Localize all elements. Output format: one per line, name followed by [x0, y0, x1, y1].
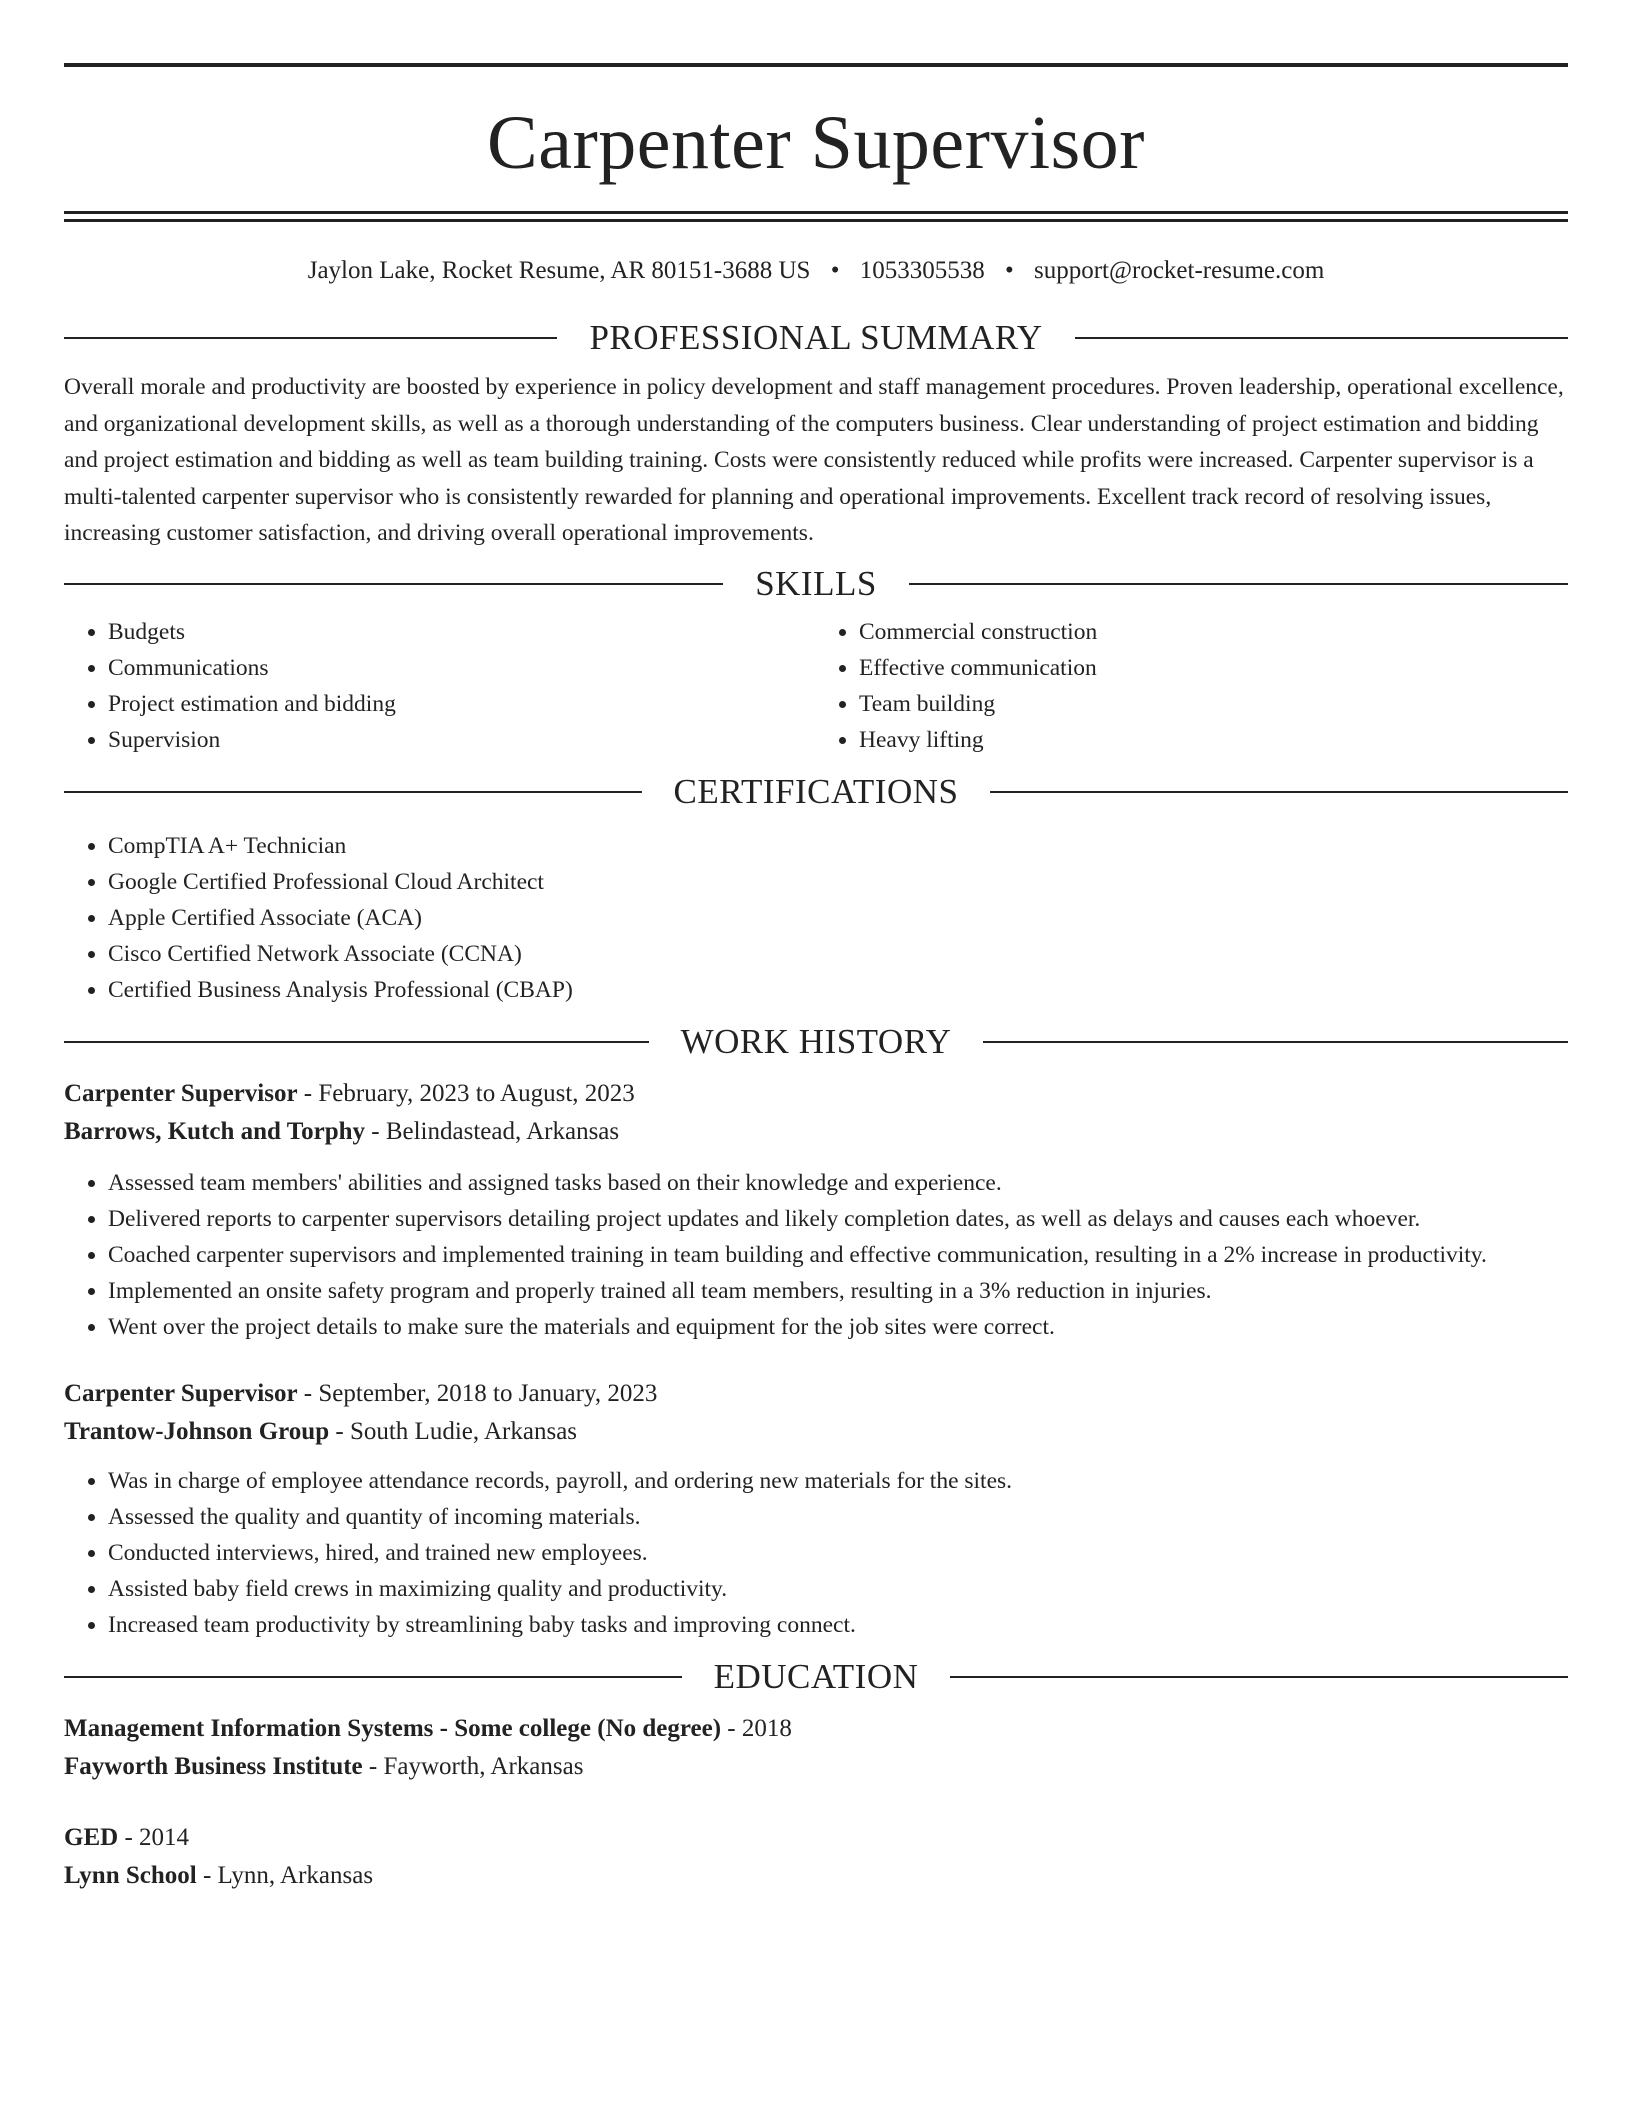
education-school-line	[64, 1748, 1568, 1786]
skill-item: • Budgets	[108, 614, 817, 650]
skill-item: • Communications	[108, 650, 817, 686]
heading-rule-left	[64, 583, 723, 585]
job-bullets	[64, 1463, 1568, 1643]
education-degree: GED	[64, 1823, 119, 1851]
job-role: Carpenter Supervisor	[64, 1379, 298, 1407]
heading-rule-right	[983, 1041, 1568, 1043]
contact-line	[64, 255, 1568, 287]
job-bullet: • Implemented an onsite safety program and properly trained all team members, resulting in a 3% reduction in injuries.	[108, 1273, 1568, 1309]
job-bullet: • Was in charge of employee attendance records, payroll, and ordering new materials for the sites.	[108, 1463, 1568, 1499]
job-company: Trantow-Johnson Group	[64, 1417, 330, 1445]
heading-rule-left	[64, 1041, 649, 1043]
heading-rule-right	[1075, 337, 1568, 339]
skill-item: • Supervision	[108, 722, 817, 758]
heading-rule-left	[64, 1676, 682, 1678]
job-company-line	[64, 1113, 1568, 1151]
skills-grid	[64, 614, 1568, 758]
summary-section-heading	[64, 318, 1568, 358]
job-bullets	[64, 1165, 1568, 1345]
header-double-rule	[64, 211, 1568, 222]
heading-rule-right	[950, 1676, 1568, 1678]
job-entry	[64, 1075, 1568, 1345]
job-bullet: • Increased team productivity by streamlining baby tasks and improving connect.	[108, 1607, 1568, 1643]
job-dates: - February, 2023 to August, 2023	[297, 1079, 635, 1107]
work-title: WORK HISTORY	[680, 1021, 952, 1061]
job-bullet: • Went over the project details to make sure the materials and equipment for the job sites were correct.	[108, 1309, 1568, 1345]
education-location: - Lynn, Arkansas	[196, 1861, 374, 1889]
education-entry	[64, 1710, 1568, 1786]
certification-item: • Apple Certified Associate (ACA)	[108, 900, 1568, 936]
job-title-line	[64, 1075, 1568, 1113]
skill-item: • Heavy lifting	[859, 722, 1568, 758]
skill-item: • Effective communication	[859, 650, 1568, 686]
skills-list-right	[817, 614, 1568, 758]
header-top-rule	[64, 63, 1568, 67]
job-bullet: • Assessed the quality and quantity of incoming materials.	[108, 1499, 1568, 1535]
heading-rule-left	[64, 791, 642, 793]
contact-email[interactable]: support@rocket-resume.com	[1033, 257, 1325, 284]
education-location: - Fayworth, Arkansas	[362, 1752, 584, 1780]
heading-rule-right	[990, 791, 1568, 793]
education-school: Lynn School	[64, 1861, 197, 1889]
skills-title: SKILLS	[755, 563, 877, 603]
education-entry	[64, 1819, 1568, 1895]
education-degree-line	[64, 1710, 1568, 1748]
skill-item: • Project estimation and bidding	[108, 686, 817, 722]
certifications-title: CERTIFICATIONS	[673, 771, 959, 811]
skills-section-heading	[64, 564, 1568, 604]
education-degree-line	[64, 1819, 1568, 1857]
certification-item: • Google Certified Professional Cloud Architect	[108, 864, 1568, 900]
job-entry	[64, 1375, 1568, 1643]
education-year: - 2018	[721, 1714, 792, 1742]
education-degree: Management Information Systems - Some college (No degree)	[64, 1714, 722, 1742]
job-title-line	[64, 1375, 1568, 1413]
education-school: Fayworth Business Institute	[64, 1752, 363, 1780]
job-bullet: • Delivered reports to carpenter supervisors detailing project updates and likely completion dates, as well as delays and causes each whoever.	[108, 1201, 1568, 1237]
summary-title: PROFESSIONAL SUMMARY	[589, 318, 1043, 357]
contact-separator: •	[1004, 257, 1014, 284]
job-bullet: • Assisted baby field crews in maximizing quality and productivity.	[108, 1571, 1568, 1607]
contact-separator: •	[830, 257, 840, 284]
certifications-list	[64, 828, 1568, 1008]
heading-rule-right	[909, 583, 1568, 585]
job-bullet: • Coached carpenter supervisors and implemented training in team building and effective communication, resulting in a 2% increase in productivity.	[108, 1237, 1568, 1273]
education-school-line	[64, 1857, 1568, 1895]
job-bullet: • Conducted interviews, hired, and trained new employees.	[108, 1535, 1568, 1571]
education-section-heading	[64, 1657, 1568, 1697]
education-year: - 2014	[118, 1823, 190, 1851]
work-section-heading	[64, 1022, 1568, 1062]
certification-item: • Certified Business Analysis Professional (CBAP)	[108, 972, 1568, 1008]
resume-name-heading: Carpenter Supervisor	[487, 101, 1145, 185]
heading-rule-left	[64, 337, 557, 339]
certifications-section-heading	[64, 772, 1568, 812]
job-company: Barrows, Kutch and Torphy	[64, 1117, 366, 1145]
certification-item: • Cisco Certified Network Associate (CCNA)	[108, 936, 1568, 972]
skills-list-left	[64, 614, 817, 758]
skill-item: • Commercial construction	[859, 614, 1568, 650]
contact-phone: 1053305538	[859, 257, 985, 284]
certification-item: • CompTIA A+ Technician	[108, 828, 1568, 864]
job-location: - Belindastead, Arkansas	[365, 1117, 620, 1145]
contact-address: Jaylon Lake, Rocket Resume, AR 80151-3688 US	[307, 257, 811, 284]
job-company-line	[64, 1413, 1568, 1451]
job-dates: - September, 2018 to January, 2023	[297, 1379, 658, 1407]
job-location: - South Ludie, Arkansas	[329, 1417, 578, 1445]
job-bullet: • Assessed team members' abilities and assigned tasks based on their knowledge and experience.	[108, 1165, 1568, 1201]
summary-text: Overall morale and productivity are boosted by experience in policy development and staff management procedures. Proven leadership, operational excellence, and organizational development skills, as well as a thorough understanding of the computers business. Clear understanding of project estimation and bidding and project estimation and bidding as well as team building training. Costs were consistently reduced while profits were increased. Carpenter supervisor is a multi-talented carpenter supervisor who is consistently rewarded for planning and operational improvements. Excellent track record of resolving issues, increasing customer satisfaction, and driving overall operational improvements.	[64, 374, 1564, 546]
job-role: Carpenter Supervisor	[64, 1079, 298, 1107]
skill-item: • Team building	[859, 686, 1568, 722]
education-title: EDUCATION	[713, 1656, 919, 1696]
